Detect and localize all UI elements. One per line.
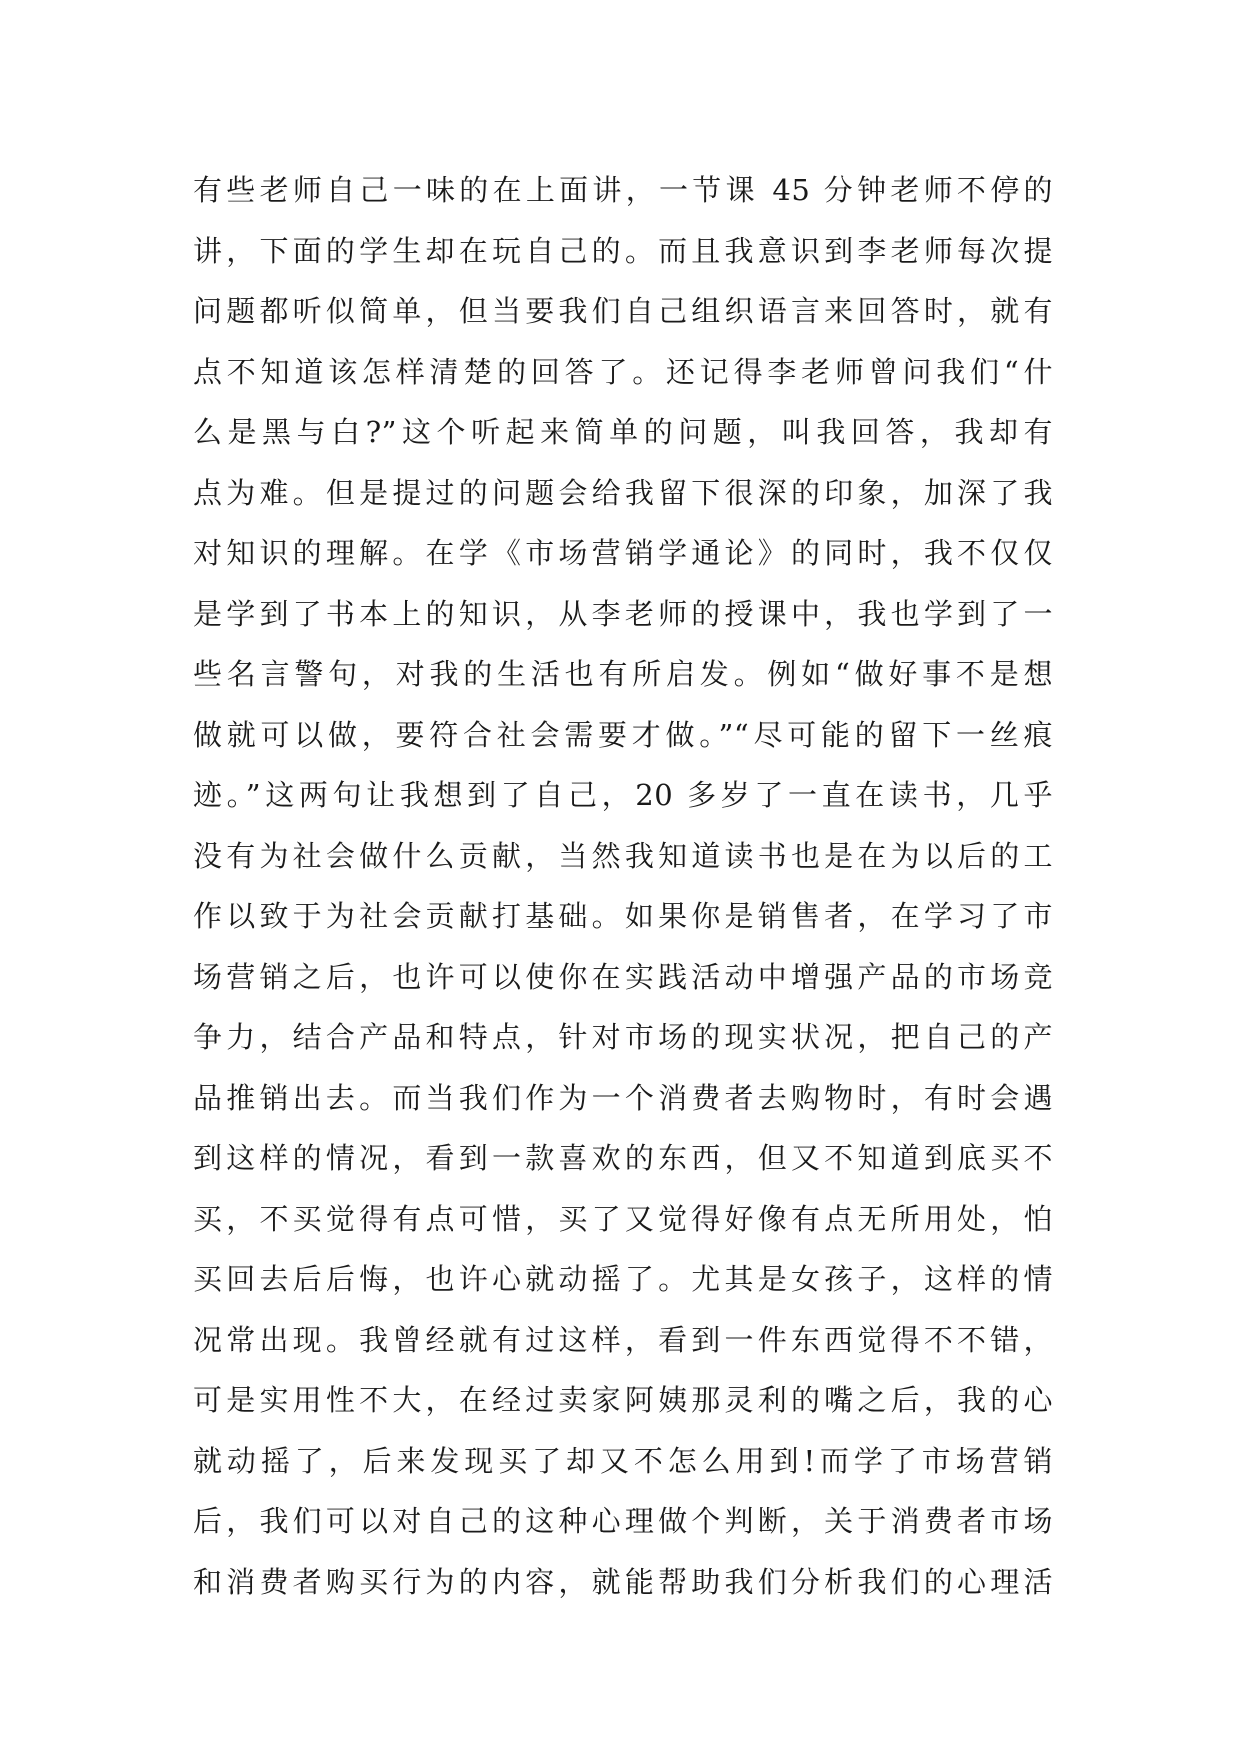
text-line: 是学到了书本上的知识，从李老师的授课中，我也学到了一: [193, 596, 1053, 631]
text-line: 买，不买觉得有点可惜，买了又觉得好像有点无所用处，怕: [193, 1201, 1053, 1236]
text-line: 和消费者购买行为的内容，就能帮助我们分析我们的心理活: [193, 1564, 1053, 1599]
text-line: 就动摇了，后来发现买了却又不怎么用到!而学了市场营销: [193, 1443, 1053, 1478]
text-line: 点为难。但是提过的问题会给我留下很深的印象，加深了我: [193, 475, 1053, 510]
text-line: 迹。”这两句让我想到了自己，20 多岁了一直在读书，几乎: [193, 778, 1053, 812]
text-line: 后，我们可以对自己的这种心理做个判断，关于消费者市场: [193, 1504, 1053, 1538]
text-line: 况常出现。我曾经就有过这样，看到一件东西觉得不不错，: [193, 1322, 1053, 1357]
text-line: 做就可以做，要符合社会需要才做。”“尽可能的留下一丝痕: [193, 717, 1053, 752]
text-line: 场营销之后，也许可以使你在实践活动中增强产品的市场竞: [193, 959, 1053, 994]
text-line: 品推销出去。而当我们作为一个消费者去购物时，有时会遇: [193, 1080, 1053, 1115]
text-line: 点不知道该怎样清楚的回答了。还记得李老师曾问我们“什: [193, 354, 1053, 389]
text-line: 问题都听似简单，但当要我们自己组织语言来回答时，就有: [193, 294, 1053, 328]
text-line: 些名言警句，对我的生活也有所启发。例如“做好事不是想: [193, 657, 1053, 691]
text-line: 买回去后后悔，也许心就动摇了。尤其是女孩子，这样的情: [193, 1262, 1053, 1296]
text-line: 到这样的情况，看到一款喜欢的东西，但又不知道到底买不: [193, 1141, 1053, 1175]
text-line: 可是实用性不大，在经过卖家阿姨那灵利的嘴之后，我的心: [193, 1383, 1053, 1417]
body-text: [193, 160, 1053, 1612]
text-line: 讲，下面的学生却在玩自己的。而且我意识到李老师每次提: [193, 233, 1053, 268]
text-line: 作以致于为社会贡献打基础。如果你是销售者，在学习了市: [193, 899, 1053, 933]
text-line: 争力，结合产品和特点，针对市场的现实状况，把自己的产: [193, 1020, 1053, 1054]
text-line: 没有为社会做什么贡献，当然我知道读书也是在为以后的工: [193, 838, 1053, 873]
text-line: 对知识的理解。在学《市场营销学通论》的同时，我不仅仅: [193, 536, 1053, 570]
text-line: 有些老师自己一味的在上面讲，一节课 45 分钟老师不停的: [193, 173, 1053, 207]
text-line: 么是黑与白?”这个听起来简单的问题，叫我回答，我却有: [193, 415, 1053, 449]
